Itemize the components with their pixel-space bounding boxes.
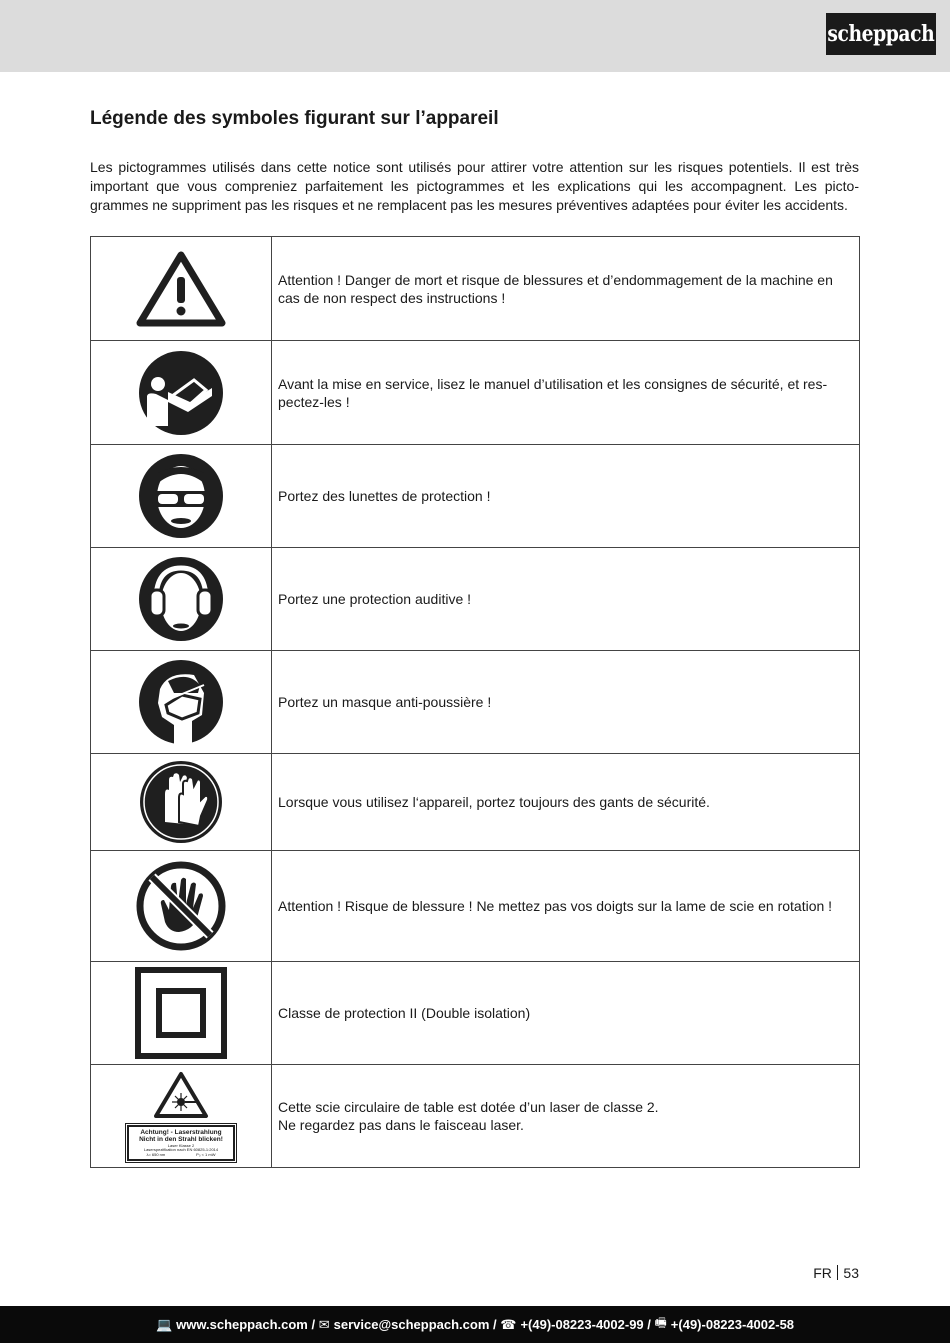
- table-row: [91, 962, 860, 1065]
- row-text: Lorsque vous utilisez l‘appareil, portez toujours des gants de sécurité.: [272, 754, 860, 851]
- page-number: [813, 1265, 859, 1281]
- row-text: Classe de protection II (Double isolation): [272, 962, 860, 1065]
- scheppach-logo: scheppach: [826, 13, 936, 55]
- divider: [837, 1265, 839, 1280]
- ear-protection-icon: [138, 556, 224, 642]
- icon-cell: [91, 754, 272, 851]
- laser-warning-icon: [127, 1071, 235, 1162]
- table-row: [91, 237, 860, 341]
- table-row: [91, 341, 860, 445]
- language-code: FR: [813, 1265, 832, 1281]
- laser-label-wavelength: λ= 650 nm: [146, 1151, 166, 1157]
- fax-icon: 🖷: [654, 1314, 667, 1330]
- footer-bar: [0, 1306, 950, 1343]
- row-text: Portez une protection auditive !: [272, 548, 860, 651]
- icon-cell: [91, 651, 272, 754]
- row-text: Avant la mise en service, lisez le manuel d’utilisation et les consignes de sécurité, et res-pectez-les !: [272, 341, 860, 445]
- computer-icon: 💻: [155, 1316, 173, 1332]
- footer-separator: /: [489, 1317, 501, 1332]
- laser-triangle-icon: [153, 1071, 209, 1119]
- page-number-value: 53: [843, 1265, 859, 1281]
- footer-email[interactable]: service@scheppach.com: [333, 1317, 490, 1332]
- footer-fax: +(49)-08223-4002-58: [670, 1317, 795, 1332]
- laser-label: [127, 1125, 235, 1162]
- footer-phone[interactable]: +(49)-08223-4002-99: [520, 1317, 644, 1332]
- table-row: [91, 445, 860, 548]
- laser-label-line: Laser Klasse 2: [167, 1142, 195, 1148]
- row-text: Portez un masque anti-poussière !: [272, 651, 860, 754]
- icon-cell: [91, 548, 272, 651]
- table-row: [91, 754, 860, 851]
- intro-paragraph: Les pictogrammes utilisés dans cette notice sont utilisés pour attirer votre attention sur les risques potentiels. Il est très important que vous compreniez parfaitement les pictogrammes et les explications qui les accompagnent. Les picto-grammes ne suppriment pas les risques et ne remplacent pas les mesures préventives adaptées pour éviter les accidents.: [90, 159, 859, 213]
- table-row: [91, 651, 860, 754]
- email-icon: ✉: [318, 1316, 330, 1332]
- icon-cell: [91, 1065, 272, 1168]
- read-manual-icon: [138, 350, 224, 436]
- header-bar: [0, 0, 950, 72]
- icon-cell: [91, 341, 272, 445]
- symbol-legend-table: [90, 236, 860, 1168]
- icon-cell: [91, 962, 272, 1065]
- icon-cell: [91, 445, 272, 548]
- protection-class-2-icon: [135, 967, 227, 1059]
- row-text: Attention ! Risque de blessure ! Ne mettez pas vos doigts sur la lame de scie en rotation !: [272, 851, 860, 962]
- phone-icon: ☎: [500, 1316, 517, 1332]
- row-text: Portez des lunettes de protection !: [272, 445, 860, 548]
- footer-website[interactable]: www.scheppach.com: [176, 1317, 308, 1332]
- icon-cell: [91, 237, 272, 341]
- row-text: Attention ! Danger de mort et risque de blessures et d’endommagement de la machine en cas de non respect des instructions !: [272, 237, 860, 341]
- no-hand-icon: [135, 860, 227, 952]
- laser-label-power: P₀ < 1 mW: [196, 1151, 216, 1157]
- icon-cell: [91, 851, 272, 962]
- laser-label-line: Nicht in den Strahl blicken!: [139, 1136, 223, 1144]
- table-row: [91, 1065, 860, 1168]
- safety-goggles-icon: [138, 453, 224, 539]
- dust-mask-icon: [138, 659, 224, 745]
- footer-separator: /: [643, 1317, 655, 1332]
- table-row: [91, 548, 860, 651]
- table-row: [91, 851, 860, 962]
- laser-label-line: Achtung! - Laserstrahlung: [140, 1128, 222, 1136]
- footer-separator: /: [307, 1317, 319, 1332]
- page-title: Légende des symboles figurant sur l’appareil: [90, 108, 499, 129]
- gloves-icon: [139, 760, 223, 844]
- row-text-line: Ne regardez pas dans le faisceau laser.: [278, 1117, 524, 1133]
- laser-label-line: Laserspezifikation nach EN 60825-1:2014: [143, 1147, 219, 1153]
- warning-triangle-icon: [136, 249, 226, 329]
- row-text: [272, 1065, 860, 1168]
- row-text-line: Cette scie circulaire de table est dotée d’un laser de classe 2.: [278, 1099, 659, 1115]
